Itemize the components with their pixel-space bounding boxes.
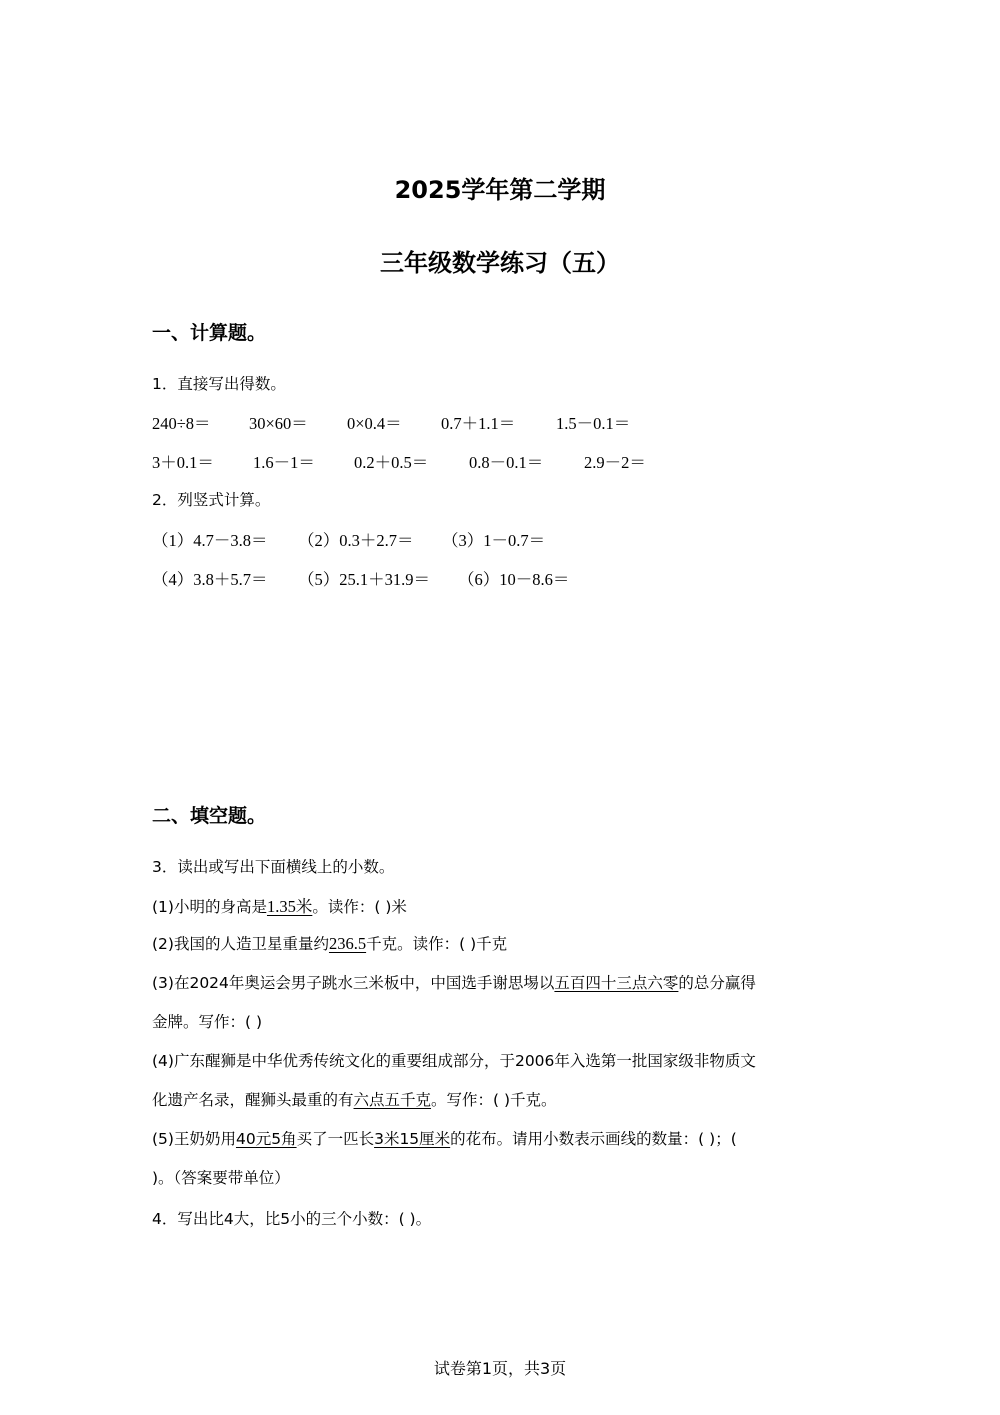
page-subtitle: 三年级数学练习（五） (380, 249, 620, 277)
expression: 0×0.4＝ (347, 414, 402, 433)
text: 。读作：( )米 (312, 898, 407, 916)
underlined-number: 236.5 (328, 934, 367, 953)
question-2-prompt: 2．列竖式计算。 (152, 491, 271, 509)
text: 千克。读作：( )千克 (366, 935, 508, 953)
text: 买了一匹长 (296, 1130, 375, 1148)
underlined-text: 3米15厘米 (374, 1130, 451, 1148)
page-footer: 试卷第1页，共3页 (433, 1359, 567, 1378)
text: 的总分赢得 (678, 974, 756, 992)
question-3-part-4-continued (152, 1088, 557, 1110)
underlined-number: 1.35米 (266, 897, 313, 916)
text: (1)小明的身高是 (152, 898, 267, 916)
expression: （3）1－0.7＝ (442, 531, 546, 550)
question-1-prompt: 1．直接写出得数。 (152, 375, 286, 393)
expression: 2.9－2＝ (584, 453, 646, 472)
expression: 240÷8＝ (152, 414, 211, 433)
expression: （1）4.7－3.8＝ (152, 531, 268, 550)
question-3-prompt: 3．读出或写出下面横线上的小数。 (152, 858, 395, 876)
expression: 3＋0.1＝ (152, 453, 214, 472)
expression: 1.6－1＝ (253, 453, 315, 472)
expression: （4）3.8＋5.7＝ (152, 570, 268, 589)
text: (2)我国的人造卫星重量约 (152, 935, 329, 953)
underlined-text: 六点五千克 (353, 1091, 432, 1109)
expression: （6）10－8.6＝ (458, 570, 570, 589)
text: (3)在2024年奥运会男子跳水三米板中，中国选手谢思埸以 (152, 974, 555, 992)
question-4: 4．写出比4大，比5小的三个小数：( )。 (152, 1210, 432, 1228)
text: 。写作：( )千克。 (431, 1091, 557, 1109)
question-3-part-3-continued: 金牌。写作：( ) (152, 1013, 263, 1031)
expression: （2）0.3＋2.7＝ (298, 531, 414, 550)
text: 化遗产名录，醒狮头最重的有 (152, 1091, 354, 1109)
expression: 30×60＝ (249, 414, 308, 433)
question-3-part-5-continued: )。（答案要带单位） (152, 1169, 290, 1187)
section-heading-calculation: 一、计算题。 (152, 322, 267, 344)
section-heading-fill-in: 二、填空题。 (152, 805, 267, 827)
underlined-text: 五百四十三点六零 (554, 974, 679, 992)
page-title: 2025学年第二学期 (394, 176, 606, 204)
question-3-part-1 (152, 893, 407, 917)
expression: 0.2＋0.5＝ (354, 453, 429, 472)
question-3-part-5 (152, 1127, 737, 1149)
question-3-part-3 (152, 971, 756, 993)
question-3-part-2 (152, 932, 507, 954)
underlined-text: 40元5角 (235, 1130, 297, 1148)
expression: 1.5－0.1＝ (556, 414, 631, 433)
expression: （5）25.1＋31.9＝ (298, 570, 430, 589)
question-3-part-4: (4)广东醒狮是中华优秀传统文化的重要组成部分，于2006年入选第一批国家级非物质文 (152, 1052, 756, 1070)
text: (5)王奶奶用 (152, 1130, 236, 1148)
text: 的花布。请用小数表示画线的数量：( )；( (450, 1130, 737, 1148)
expression: 0.7＋1.1＝ (441, 414, 516, 433)
expression: 0.8－0.1＝ (469, 453, 544, 472)
